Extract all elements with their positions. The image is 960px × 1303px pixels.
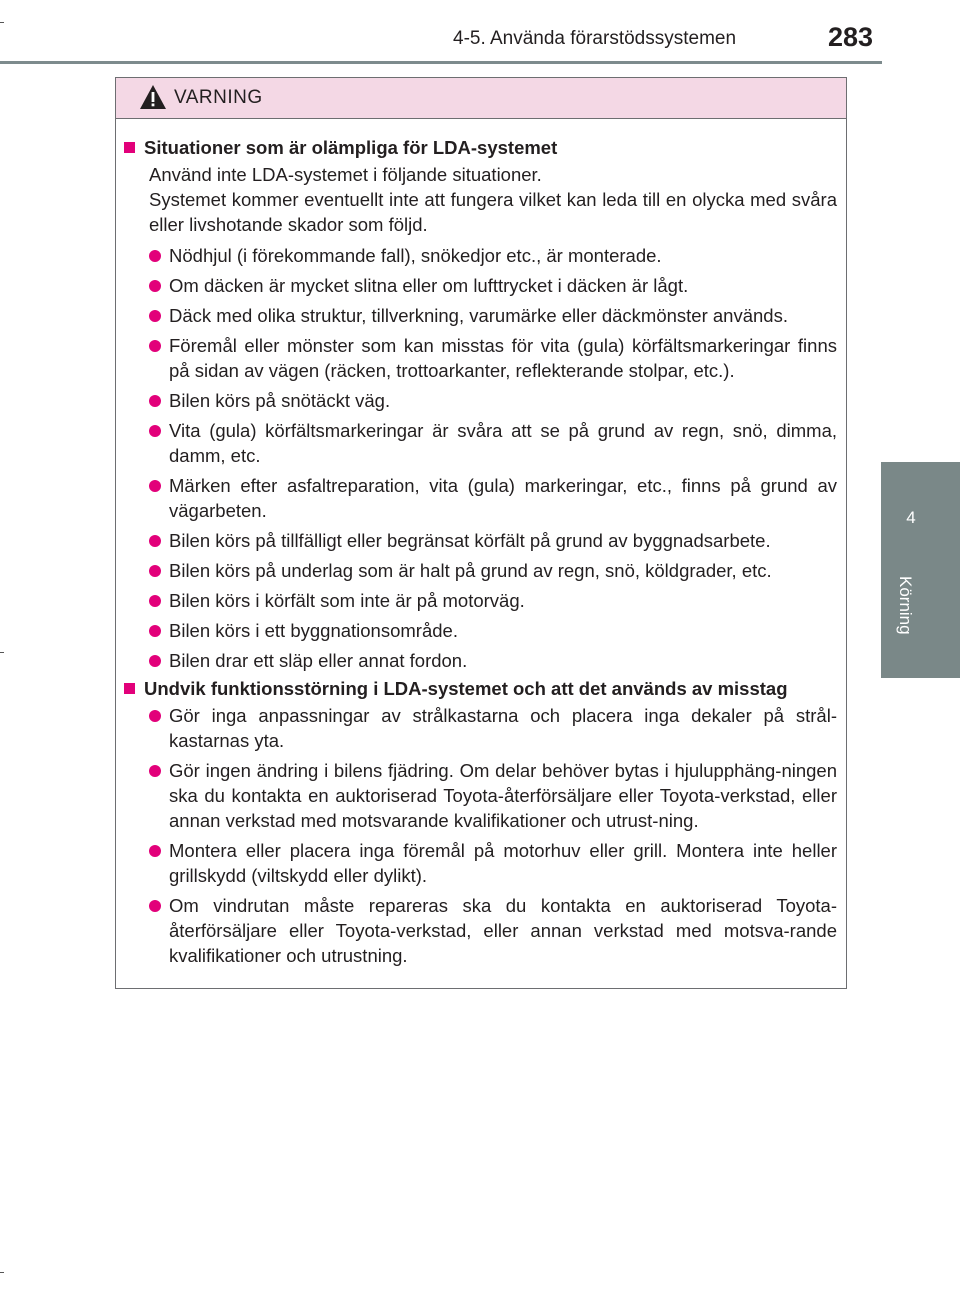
crop-mark xyxy=(0,1272,4,1273)
warning-box xyxy=(115,77,847,989)
list-item xyxy=(124,648,837,673)
bullet-dot-icon xyxy=(149,250,161,262)
intro-line: Systemet kommer eventuellt inte att fungera vilket kan leda till en olycka med svåra eller livshotande skador som följd. xyxy=(149,189,837,235)
list-item xyxy=(124,588,837,613)
section-heading xyxy=(124,136,837,160)
list-item-text: Nödhjul (i förekommande fall), snökedjor etc., är monterade. xyxy=(169,245,662,266)
warning-header xyxy=(116,78,846,119)
bullet-dot-icon xyxy=(149,595,161,607)
list-item-text: Däck med olika struktur, tillverkning, varumärke eller däckmönster används. xyxy=(169,305,788,326)
list-item-text: Föremål eller mönster som kan misstas för vita (gula) körfältsmarkeringar finns på sidan av vägen (räcken, trottoarkanter, reflekterande stolpar, etc.). xyxy=(169,335,837,381)
warning-content xyxy=(116,118,846,973)
warning-label: VARNING xyxy=(174,87,263,108)
list-item-text: Märken efter asfaltreparation, vita (gula) markeringar, etc., finns på grund av vägarbeten. xyxy=(169,475,837,521)
header-divider xyxy=(0,61,882,64)
bullet-dot-icon xyxy=(149,765,161,777)
list-item xyxy=(124,703,837,753)
list-item xyxy=(124,528,837,553)
list-item xyxy=(124,303,837,328)
list-item-text: Montera eller placera inga föremål på motorhuv eller grill. Montera inte heller grillskydd (viltskydd eller dylikt). xyxy=(169,840,837,886)
chapter-label: Körning xyxy=(896,576,915,635)
section-heading-text: Situationer som är olämpliga för LDA-systemet xyxy=(144,137,558,158)
square-bullet-icon xyxy=(124,142,135,153)
bullet-dot-icon xyxy=(149,395,161,407)
bullet-dot-icon xyxy=(149,710,161,722)
list-item-text: Bilen körs på snötäckt väg. xyxy=(169,390,391,411)
list-item xyxy=(124,333,837,383)
chapter-number: 4 xyxy=(906,508,916,527)
chapter-tab xyxy=(881,462,960,678)
list-item-text: Bilen drar ett släp eller annat fordon. xyxy=(169,650,468,671)
bullet-dot-icon xyxy=(149,425,161,437)
item-list xyxy=(124,703,837,968)
bullet-dot-icon xyxy=(149,625,161,637)
intro-line: Använd inte LDA-systemet i följande situationer. xyxy=(149,164,542,185)
list-item xyxy=(124,558,837,583)
bullet-dot-icon xyxy=(149,655,161,667)
crop-mark xyxy=(0,652,4,653)
section-heading xyxy=(124,677,837,701)
bullet-dot-icon xyxy=(149,900,161,912)
list-item-text: Bilen körs i körfält som inte är på motorväg. xyxy=(169,590,525,611)
list-item-text: Gör inga anpassningar av strålkastarna och placera inga dekaler på strål-kastarnas yta. xyxy=(169,705,837,751)
bullet-dot-icon xyxy=(149,845,161,857)
list-item-text: Vita (gula) körfältsmarkeringar är svåra att se på grund av regn, snö, dimma, damm, etc. xyxy=(169,420,837,466)
list-item xyxy=(124,618,837,643)
section-intro xyxy=(124,162,837,237)
warning-triangle-icon xyxy=(139,84,167,110)
list-item xyxy=(124,388,837,413)
list-item-text: Gör ingen ändring i bilens fjädring. Om delar behöver bytas i hjulupphäng-ningen ska du kontakta en auktoriserad Toyota-återförsäljare eller Toyota-verkstad, eller annan verkstad med motsvarande kvalifikationer och utrust-ning. xyxy=(169,760,837,831)
list-item-text: Bilen körs i ett byggnationsområde. xyxy=(169,620,458,641)
list-item xyxy=(124,418,837,468)
page-number: 283 xyxy=(828,22,874,52)
list-item-text: Om vindrutan måste repareras ska du kontakta en auktoriserad Toyota-återförsäljare eller Toyota-verkstad, eller annan verkstad med motsva-rande kvalifikationer och utrustning. xyxy=(169,895,837,966)
list-item xyxy=(124,273,837,298)
list-item xyxy=(124,473,837,523)
list-item xyxy=(124,758,837,833)
bullet-dot-icon xyxy=(149,565,161,577)
bullet-dot-icon xyxy=(149,340,161,352)
bullet-dot-icon xyxy=(149,535,161,547)
list-item-text: Bilen körs på tillfälligt eller begränsat körfält på grund av byggnadsarbete. xyxy=(169,530,771,551)
bullet-dot-icon xyxy=(149,280,161,292)
list-item xyxy=(124,838,837,888)
square-bullet-icon xyxy=(124,683,135,694)
section-heading-text: Undvik funktionsstörning i LDA-systemet och att det används av misstag xyxy=(144,678,788,699)
list-item-text: Bilen körs på underlag som är halt på grund av regn, snö, köldgrader, etc. xyxy=(169,560,772,581)
list-item-text: Om däcken är mycket slitna eller om lufttrycket i däcken är lågt. xyxy=(169,275,689,296)
crop-mark xyxy=(0,22,4,23)
bullet-dot-icon xyxy=(149,310,161,322)
section-title: 4-5. Använda förarstödssystemen xyxy=(453,28,737,49)
item-list xyxy=(124,243,837,673)
bullet-dot-icon xyxy=(149,480,161,492)
list-item xyxy=(124,243,837,268)
list-item xyxy=(124,893,837,968)
